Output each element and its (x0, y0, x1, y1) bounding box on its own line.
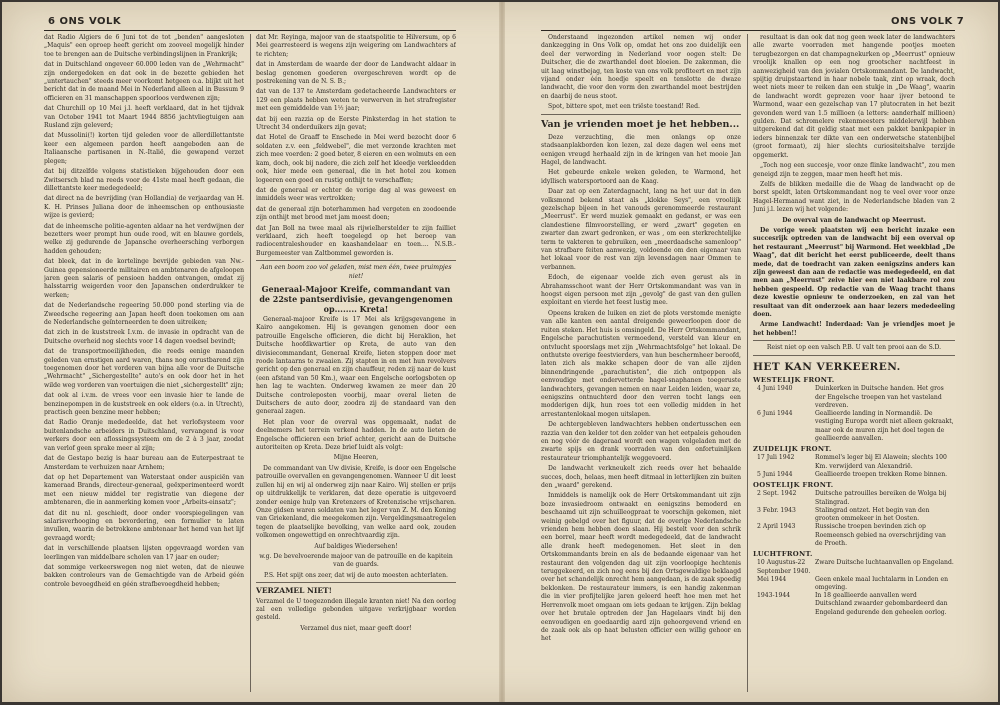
paragraph: dat bij ditzelfde volgens statistieken bijgehouden door een Zwitsersch blad na reeds voor de 41ste maal heeft gedaan, die dillettantste keer medegedeeld; (44, 168, 244, 192)
paragraph: dat Mussolini(!) korten tijd geleden voor de allerdillettantste keer een algemeen pardon heeft aangeboden aan de Italiaansche partisanen in N.-Italië, die gewapend verzet plegen; (44, 132, 244, 165)
paragraph: De vorige week plaatsten wij een bericht inzake een succesrijk optreden van de landwacht bij een overval op het restaurant „Meerrust" bij Warmond. Het weekblad „De Waag", dat dit bericht het eerst publiceerde, deelt thans mede, dat de toedracht van zaken eenigszins anders kan zijn geweest dan aan de redactie was medegedeeld, en dat men aan „Meerrust" zeive hier een niet laakbare rol zou hebben gespeeld. Op redactie van de Waag tracht thans deze kwestie opnieuw te onderzoeken, en zal van het resultaat van dit onderzoek aan haar lezers mededeeling doen. (753, 226, 955, 318)
paragraph: dat sommige verkeerswegen nog niet weten, dat de nieuwe bakken controleurs van de Gemachtigde van de Arbeid géén controle bevoegdheid en géén strafbevoegdheid hebben; (44, 563, 244, 588)
section-divider (753, 355, 955, 356)
entry-text: Duinkerken in Duitsche handen. Het gros der Engelsche troepen van het vasteland verdreven. (815, 385, 944, 409)
entry-text: In 18 geallieerde aanvallen werd Duitschland zwaarder gebombardeerd dan Engeland gedurende den geheelen oorlog. (815, 592, 948, 616)
article-continuation (753, 34, 955, 338)
section-divider (541, 114, 741, 115)
paragraph: dat de generaal zijn boterhammen had vergeten en zoodoende zijn onthijt met brood met jam moest doen; (256, 205, 456, 222)
verzamel-niet-box (256, 586, 456, 633)
entry-text: Russische troepen bevinden zich op Roemeensch gebied na overschrijding van de Proeth. (815, 523, 946, 547)
paragraph: dat de Gestapo bezig is haar bureau aan de Euterpestraat te Amsterdam te verhuizen naar Arnhem; (44, 455, 244, 471)
paragraph: Daar zat op een Zaterdagnacht, lang na het uur dat in den volksmond bekend staat als „klokke Seys", een vrooliijk gezelschap bijeen in het vanouds gerenommeerde restaurant „Meerrust". Er werd muziek gemaakt en gedanst, er was een clandestiene filmvoorstelling, er werd „zwart" gegeten en zwarter dan zwart gedronken, er was , om een sterkrechtelijke term te vakteren te gebruiken, een „meerdaadsche samenloop" van strafbare feiten aanwezig, voldoende om den eigenaar van het lokaal voor de rest van zijn levensdagen naar Ommen te verbannen. (541, 188, 741, 271)
paragraph: dat in Duitschland ongeveer 60.000 leden van de „Wehrmacht" zijn ondergedoken en dat ook in de bezette gebieden het „untertauchen" steeds meer voorkomt hetgeen o.a. blijkt uit het bericht dat in de maand Mei in Nederland alleen al in Bussum 9 officieren en 31 manschappen spoorloos verdwenen zijn; (44, 61, 244, 102)
page-header-right: ONS VOLK 7 (891, 16, 965, 27)
paragraph: De overval van de landwacht op Meerrust. (782, 216, 926, 224)
right-column-1 (541, 34, 741, 696)
paragraph: resultaat is dan ook dat nog geen week later de landwachters alle zwarte voorraden met hangende pootjes moeten terugbezorgen en dat champagnekurken op „Meerrust" opnieuw vroolijk knallen op een nog grootscher nachtfeest in aanwezigheid van den jovialen Ortskommandant. De landwacht, spijtig druipstaartend in haar nobele taak, zint op wraak, doch weet niets meer te reiken dan een stukje in „De Waag", waarin de landwacht wordt geprezen voor haar ijver betoond te Warmond, waar een gezelschap van 17 plutocraten in het bezit gevonden werd van 1.5 millioen (a letters: aanderhalf millioen) gulden. Dat schromelere rekenmeesters middelerwijl hebben uitgerekend dat dit geldig staat met een pakket bankpapier in ieders binnenzak ter dikte van een onderwetsche statenbijbel (groot formaat), zij hier slechts curiositeitshalve terzijde opgemerkt. (753, 34, 955, 159)
newspaper-spread (2, 2, 998, 702)
front-entry (753, 385, 955, 410)
paragraph: dat Churchill op 10 Mei j.l. heeft verklaard, dat in het tijdvak van October 1941 tot Maart 1944 8856 jachtvliegtuigen aan Rusland zijn geleverd; (44, 105, 244, 130)
paragraph: dat zich in de kuststreek I.v.m. de invasie in opdracht van de Duitsche overheid nog slechts voor 14 dagen voedsel bevindt; (44, 329, 244, 345)
fronts-table (753, 376, 955, 617)
section-divider (256, 582, 456, 583)
entry-date: 2 April 1943 (757, 523, 796, 531)
paragraph: dat op het Departement van Waterstaat onder auspiciën van kameraad Brands, directeur-generaal, geëxperimenteerd wordt met een nieuw middel ter registratie van diegene der ambtenaren, die in aanmerking komen voor „Arbeits-einsatz"; (44, 473, 244, 507)
paragraph: dat van de 137 te Amsterdam gedetacheerde Landwachters er 129 een plaats hebben weten te verwerven in het strafregister met een gemiddelde van 1½ jaar; (256, 88, 456, 113)
left-column-2 (256, 34, 456, 696)
entry-date: 4 Juni 1940 (757, 385, 793, 393)
front-title: ZUIDELIJK FRONT. (753, 445, 832, 454)
paragraph: w.g. De bevelvoerende majoor van de patrouille en de kapitein van de guards. (259, 552, 453, 569)
paragraph: P.S. Het spijt ons zeer, dat wij de auto moesten achterlaten. (264, 571, 448, 579)
box-title: VERZAMEL NIET! (256, 586, 332, 596)
front-entry (753, 559, 955, 575)
paragraph: Opeens kraken de luiken en ziet de plots verstomde menigte van alle kanten een aantal dreigende geweerloopen door de ruiten steken. Het huis is omsingeld. De Herr Ortskommandant, Engelsche parachutisten vermoedend, versteld van kleur en ontvlucht spoorslags met zijn „Wehrmachtsfolge" het lokaal. De onthutste overige feestvierders, van hun beschermheer beroofd, laten zich als makke schapen door de van alle zijden binnendringende „parachutisten", die zich ontpoppen als eenvoudige met ondervetterde hagel-snaphanen toegeruste landwachters, gevangen nemen en naar Leiden leiden, waar ze, eenigszins ontnuchterd door den verren tocht langs een modderigen dijk, hun roes tot een volledig midden in het arrestantenlokaal mogen uitslapen. (541, 309, 741, 418)
paragraph: dat in verschillende plaatsen lijsten opgevraagd worden van leerlingen van middelbare scholen van 17 jaar en ouder; (44, 545, 244, 561)
section-divider (256, 260, 456, 261)
paragraph: dat direct na de bevrijding (van Hollandia) de verjaardag van H. K. H. Prinses Juliana door de inheemschen op enthousiaste wijze is gevierd; (44, 195, 244, 220)
paragraph: dat in Amsterdam de waarde der door de Landwacht aldaar in beslag genomen goederen overgeschreven wordt op de postrekening van de N. S. B.; (256, 61, 456, 86)
paragraph: De achtergebleven landwachters hebben ondertusschen een razzia van den kelder tot den zolder van het eetpaleis gehouden en nog vóór de dageraad wordt een wagen volgeladen met de zwarte spijs en drank voorraden van den onfortuinlijken restaurateur triomphantelijk weggevoerd. (541, 421, 741, 462)
left-page (2, 2, 499, 702)
paragraph: dat de generaal er echter de vorige dag al was geweest en inmiddels weer was vertrokken; (256, 186, 456, 203)
paragraph: De commandant van Uw divisie, Kreife, is door een Engelsche patrouille overvallen en gevangengenomen. Wanneer U dit leest zullen hij en wij al onderweg zijn naar Kairo. Wij stellen er prijs op uitdrukkelijk te verklaren, dat deze operatie is uitgevoerd zonder eenige hulp van Kretenzers of Kretenzische vrijscharen. Onze gidsen waren soldaten van het leger van Z. M. den Koning van Griekenland, die meegekomen zijn. Vergeldingsmaatregelen tegen de plaatselijke bevolking, van welke aard ook, zouden volkomen ongewettigd en onrechtvaardig zijn. (256, 464, 456, 540)
entry-text: Geallieerde landing in Normandië. De vestiging Europa wordt niet alleen gekraakt, maar ook de muren zijn het doel tegen de geallieerde aanvallen. (815, 410, 954, 442)
paragraph: dat dit nu nl. geschiedt, door onder voorspiegelingen van salarisverhooging en bevordering, een formulier te laten invullen, waarin de betrokkene ambtenaar het hemd van het lijf gevraagd wordt; (44, 509, 244, 542)
column-divider (250, 34, 251, 692)
article-title: Generaal-Majoor Kreife, commandant van de 22ste pantserdivisie, gevangengenomen op........ Kreta! (259, 283, 453, 314)
right-page (505, 2, 998, 702)
paragraph: dat Jan Boll na twee maal als rijwielherstelder te zijn failliet verklaard, zich heeft toegelegd op het beroep van radiocentraleshouder en kaashandelaar en toen.... N.S.B.-Burgemeester van Zaltbommel geworden is. (256, 224, 456, 257)
paragraph: Zelfs de blikken medaille die de Waag de landwacht op de borst speldt, laten Ortskommandant nog te veel over voor onze Hagel-Hermanad want ziet, in de Nederlandsche bladen van 2 Juni j.l. lezen wij het volgende: (753, 180, 955, 214)
box-body: Verzamel de U toegezonden illegale kranten niet! Na den oorlog zal een volledige gebonden uitgave verkrijgbaar worden gesteld. (256, 597, 456, 622)
front-entry (753, 410, 955, 443)
front-title: OOSTELIJK FRONT. (753, 481, 834, 490)
het-kan-verkeeren-title: HET KAN VERKEEREN. (753, 360, 901, 373)
front-title: WESTELIJK FRONT. (753, 376, 835, 385)
paragraph: „Toch nog een succesje, voor onze flinke landwacht", zou men geneigd zijn te zeggen, maar men heeft het mis. (753, 162, 955, 178)
entry-date: 3 Febr. 1943 (757, 506, 796, 514)
front-entry (753, 507, 955, 523)
paragraph: Edoch, de eigenaar voelde zich even gerust als in Abrahamsschoot want der Herr Ortskommandant was van in hoogst eigen persoon met zijn „gevolg" de gast van den gullen exploitant en vierde het feest lustig mee. (541, 274, 741, 307)
front-entry (753, 576, 955, 592)
page-header-left: 6 ONS VOLK (48, 16, 122, 27)
entry-text: Duitsche patrouilles bereiken de Wolga bij Stalingrad. (815, 490, 947, 506)
entry-text: Rommel's leger bij El Alawein; slechts 100 Km. verwijderd van Alexandrië. (815, 454, 947, 470)
paragraph: Auf baldiges Wiedersehen! (314, 542, 398, 550)
paragraph: dat de transportmoeilijkheden, die reeds eenige maanden geleden van ernstigen aard waren, thans nog onrustbarend zijn toegenomen door het vorderen van bijna alle voor de Duitsche „Wehrmacht" „Sichergestellte" auto's en ook door het in het wilde weg vorderen van voertuigen die niet „sichergestellt" zijn; (44, 348, 244, 389)
paragraph: De landwacht verkneukelt zich reeds over het behaalde succes, doch, helaas, men heeft ditmaal in letterlijken zin buiten den „waard" gerekend. (541, 465, 741, 490)
front-entry (753, 490, 955, 506)
travel-warning: Reist niet op een valsch P.B. U valt ten prooi aan de S.D. (766, 344, 942, 352)
news-items-list (44, 34, 244, 589)
paragraph: dat bleek, dat in de kortelinge bevrijde gebieden van Nw.-Guinea gepensioneerde militairen en ambtenaren de afgeloopen jaren geen salaris of pensioen hadden ontvangen, omdat zij halsstarrig weigerden voor den Japanschen onderdrukker te werken; (44, 258, 244, 299)
section-divider (753, 340, 955, 341)
news-items-list-2 (256, 34, 456, 258)
paragraph: dat bij een razzia op de Eerste Pinksterdag in het station te Utrecht 34 onderduikers zijn gevat; (256, 115, 456, 132)
paragraph: Generaal-majoor Kreife is 17 Mei als krijgsgevangene in Kairo aangekomen. Hij is gevangen genomen door een patrouille Engelsche officieren, die dicht bij Heraklion, het Duitsche hoofdkwartier op Kreta, de auto van den divisiecommandant, Generaal Kreife, lieten stoppen door met roode lantaarns te zwaaien. Zij stapten in en met hun revolvers gericht op den generaal en zijn chauffeur, reden zij naar de kust (een afstand van 50 Km.), waar een Engelsche oorlogsboten op hen lag te wachten. Onderweg kwamen ze meer dan 20 Duitsche controleposten voorbij, maar overal lieten de Duitschers de auto door, zoodra zij de standaard van den generaal zagen. (256, 315, 456, 416)
front-entry (753, 454, 955, 470)
box-close: Verzamel dus niet, maar geeft door! (300, 624, 412, 632)
front-entry (753, 471, 955, 479)
paragraph: dat de inheemsche politie-agenten aldaar na het verdwijnen der bezetters weer prompt hun oude rood, wit en blauwe gordels, welke zij gedurende de Japansche overheersching verborgen hadden gehouden; (44, 222, 244, 255)
paragraph: Onderstaand ingezonden artikel nemen wij onder dankzegging in Ons Volk op, omdat het ons zoo duidelijk een deel der verwording in Nederland voor oogen stelt: De Duitscher, die de zwarthandel doet bloeien. De zakenman, die uit laag winstbejag, ten koste van ons volk profiteert en met zijn vijand onder één hoedje speelt en tenslotte de dwaze landwacht, die voor den vorm den zwarthandel moet bestrijden en daarbij de neus stoot. (541, 34, 741, 100)
entry-text: Geen enkele maal luchtalarm in Londen en omgeving. (815, 575, 949, 591)
paragraph: Het plan voor de overval was opgemaakt, nadat de deelnemers het terrein verkend hadden. In de auto lieten de Engelsche officieren een brief achter, gericht aan de Duitsche autoriteiten op Kreta. Deze brief luidt als volgt: (256, 418, 456, 452)
paragraph: dat Hotel de Graaff te Enschede in Mei werd bezocht door 6 soldaten z.v. een „feldwebel", die met verzonde krachten met zich mee voerden: 2 goed beter, 8 eieren en een wolmuts en een kam, doch, ook bij nadere, die zich zelf het kleedje verkleedden ook, hier mede een generaal, die in het hotel zou komen logeeren een goed en rustig onthijt te verschaffen; (256, 134, 456, 184)
paragraph: dat de Nederlandsche regeering 50.000 pond sterling via de Zweedsche regeering aan Japan heeft doen toekomen om aan de Nederlandsche geïnterneerden te doen uitreiken; (44, 302, 244, 326)
entry-date: 17 Juli 1942 (757, 454, 795, 462)
entry-date: 5 Juni 1944 (757, 470, 793, 478)
entry-text: Geallieerde troepen trekken Rome binnen. (815, 470, 948, 478)
intro-note (541, 34, 741, 112)
entry-date: 1943-1944 (757, 592, 791, 600)
article-body (256, 316, 456, 580)
entry-text: Zware Duitsche luchtaanvallen op Engeland. (815, 559, 954, 567)
paragraph: Deze verzuchting, die men onlangs op onze stadsaanplakborden kon lezen, zal deze dagen wel eens met eenigen vreugd herhaald zijn in de kringen van het mooie Jan Hagel, de landwacht. (541, 133, 741, 166)
left-column-1 (44, 34, 244, 696)
entry-date: Mei 1944 (757, 575, 787, 583)
front-entry (753, 592, 955, 617)
paragraph: dat Mr. Reyinga, majoor van de staatspolitie te Hilversum, op 6 Mei gearresteerd is wegens zijn weigering om Landwachters af te richten; (256, 34, 456, 58)
quip: Aan een boom zoo vol geladen, mist men één, twee pruimpjes niet! (260, 264, 452, 280)
paragraph: dat Radio Oranje mededeelde, dat het verlofsysteem voor buitenlandsche arbeiders in Duitschland, vervangend is voor werkers door een aflossingssysteem om de 2 à 3 jaar, zoodat van verlof geen sprake meer al zijn; (44, 419, 244, 452)
entry-date: 2 Sept. 1942 (757, 490, 797, 498)
header-rule-left (44, 30, 456, 31)
paragraph: Mijne Heeren, (333, 454, 379, 462)
paragraph: Het gebeurde enkele weken geleden, te Warmond, het idyllisch watersportoord aan de Kaag. (541, 169, 741, 185)
entry-text: Stalingrad ontzet. Het begin van den grooten ommekeer in het Oosten. (815, 506, 930, 523)
entry-date: 10 Augustus-22 September 1940. (757, 559, 811, 575)
paragraph: dat ook al i.v.m. de vrees voor een invasie hier te lande de benzinepompen in de kuststreek en ook elders (o.a. in Utrecht), practisch geen benzine meer hebben; (44, 392, 244, 417)
right-column-2 (753, 34, 955, 696)
paragraph: Inmiddels is namelijk ook de Herr Ortskommandant uit zijn boze invasiedroom ontwaakt en eenigszins bemoderd en beschaamd uit zijn schuilleogpraat te voorschijn gekomen, niet weinig gebelgd over het figuur, dat de overige Nederlandsche vrienden hem hebben doen slaan. Hij bestelt voor den schrik een borrel, maar heeft wordt medegedeeld, dat de landwacht alle drank heeft medegenomen. Het sleet in den Ortskommandants brein en als de bedaande eigenaar van het restaurant den volgenden dag uit zijn voorloopige hechtenis teruggekeerd, en zich nog eens bij den Ortsgewaldige beklaagd over het schandelijk onrecht hem aangedaan, is de zaak spoedig beklonken. De restaurateur immers, is een handig zakenman die in vier profijtelijke jaren geleerd heeft hoe men met het Herrenvolk moet omgaan om iets gedaan te krijgen. Zijn beklag over het brutale optreden der Jan Hagelaars vindt bij den eenvoudigen en goedaardig aard zijn gehoorgevend vriend en de zaak ook als op haat belusten officier een willig gehoor en het (541, 492, 741, 643)
article-headline: Van je vrienden moet je het hebben... (541, 118, 740, 130)
paragraph: Spot, bittere spot, met een triëste toestand! Red. (548, 103, 700, 111)
article-body (541, 134, 741, 644)
paragraph: dat Radio Algiers de 6 Juni tot de tot „benden" aangesloten „Maquis" een oproep heeft gericht om zooveel mogelijk hinder toe te brengen aan de Duitsche verbindingslijnen in Frankrijk; (44, 34, 244, 58)
front-entry (753, 523, 955, 548)
header-rule-right (541, 30, 955, 31)
column-divider (747, 34, 748, 692)
entry-date: 6 Juni 1944 (757, 410, 793, 418)
front-title: LUCHTFRONT. (753, 549, 813, 558)
paragraph: Arme Landwacht! Inderdaad: Van je vriendjes moet je het hebben!! (753, 321, 955, 337)
